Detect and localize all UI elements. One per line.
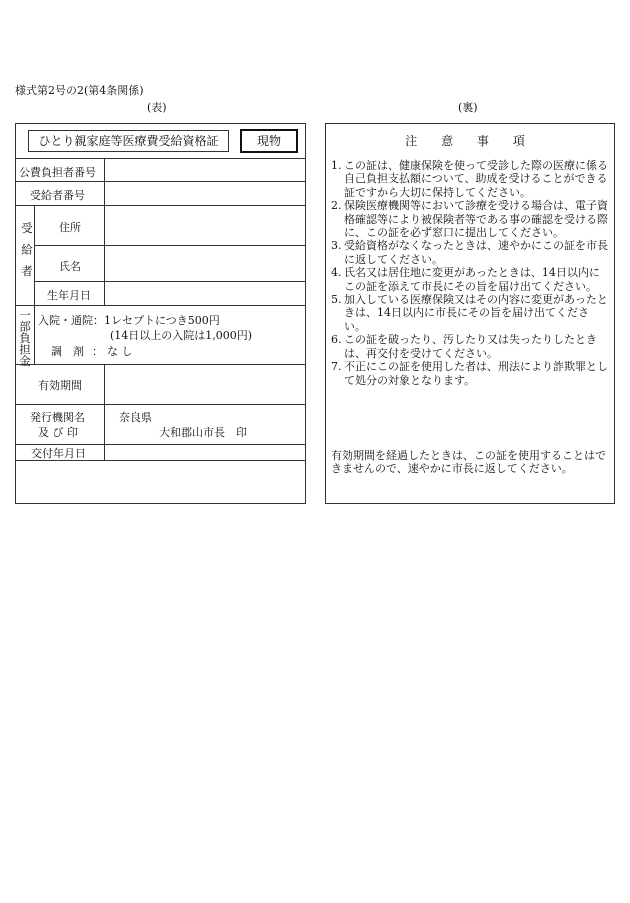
recipient-group-label: 受給者 xyxy=(20,222,34,287)
issuer-prefecture: 奈良県 xyxy=(119,411,152,424)
divider xyxy=(16,205,305,206)
divider xyxy=(16,158,305,159)
dispensing-separator: ： xyxy=(92,345,103,358)
divider xyxy=(16,404,305,405)
copay-group-label: 一部負担金 xyxy=(18,309,32,367)
address-label: 住所 xyxy=(59,221,81,234)
note-item: 3. 受給資格がなくなったときは、速やかにこの証を市長に返してください。 xyxy=(331,239,608,266)
issuer-label-1: 発行機関名 xyxy=(30,411,85,424)
issuer-label-2: 及 び 印 xyxy=(38,426,78,439)
note-item: 1. この証は、健康保険を使って受診した際の医療に係る自己負担支払額について、助成を受けることができる証ですから大切に保持してください。 xyxy=(331,159,608,199)
note-item: 2. 保険医療機関等において診療を受ける場合は、電子資格確認等により被保険者等である事の確認を受ける際に、この証を必ず窓口に提出してください。 xyxy=(331,199,608,240)
divider xyxy=(34,281,305,282)
certificate-front xyxy=(15,123,306,504)
note-item: 6. この証を破ったり、汚したり又は失ったりしたときは、再交付を受けてください。 xyxy=(331,333,597,360)
certificate-back xyxy=(325,123,615,504)
divider xyxy=(34,245,305,246)
note-item: 4. 氏名又は居住地に変更があったときは、14日以内にこの証を添えて市長にその旨を届け出てください。 xyxy=(331,266,600,293)
dispensing-value: な し xyxy=(107,345,133,358)
payer-number-label: 公費負担者番号 xyxy=(19,166,96,179)
recipient-number-label: 受給者番号 xyxy=(30,189,85,202)
genbutsu-box: 現物 xyxy=(240,129,298,153)
name-label: 氏名 xyxy=(59,260,81,273)
validity-label: 有効期間 xyxy=(38,379,82,392)
notes-title: 注 意 事 項 xyxy=(405,134,535,148)
return-notice: 有効期間を経過したときは、この証を使用することはできませんので、速やかに市長に返してください。 xyxy=(331,449,606,476)
divider xyxy=(104,158,105,305)
divider xyxy=(16,364,305,365)
certificate-title: ひとり親家庭等医療費受給資格証 xyxy=(28,130,229,152)
divider xyxy=(104,364,105,460)
front-side-label: (表) xyxy=(147,101,167,114)
notes-list xyxy=(331,159,610,387)
copay-line-2: (14日以上の入院は1,000円) xyxy=(110,329,253,342)
divider xyxy=(16,181,305,182)
divider xyxy=(16,305,305,306)
issue-date-label: 交付年月日 xyxy=(31,447,86,460)
note-item: 7. 不正にこの証を使用した者は、刑法により詐欺罪として処分の対象となります。 xyxy=(331,360,608,387)
form-number-label: 様式第2号の2(第4条関係) xyxy=(15,84,144,97)
note-item: 5. 加入している医療保険又はその内容に変更があったときは、14日以内に市長にその旨を届け出てください。 xyxy=(331,293,608,333)
back-side-label: (裏) xyxy=(458,101,478,114)
divider xyxy=(34,305,35,364)
issuer-mayor: 大和郡山市長 印 xyxy=(159,426,247,439)
copay-line-1: 入院・通院：1レセプトにつき500円 xyxy=(38,314,220,327)
birthdate-label: 生年月日 xyxy=(47,289,91,302)
dispensing-label: 調 剤 xyxy=(51,345,84,358)
